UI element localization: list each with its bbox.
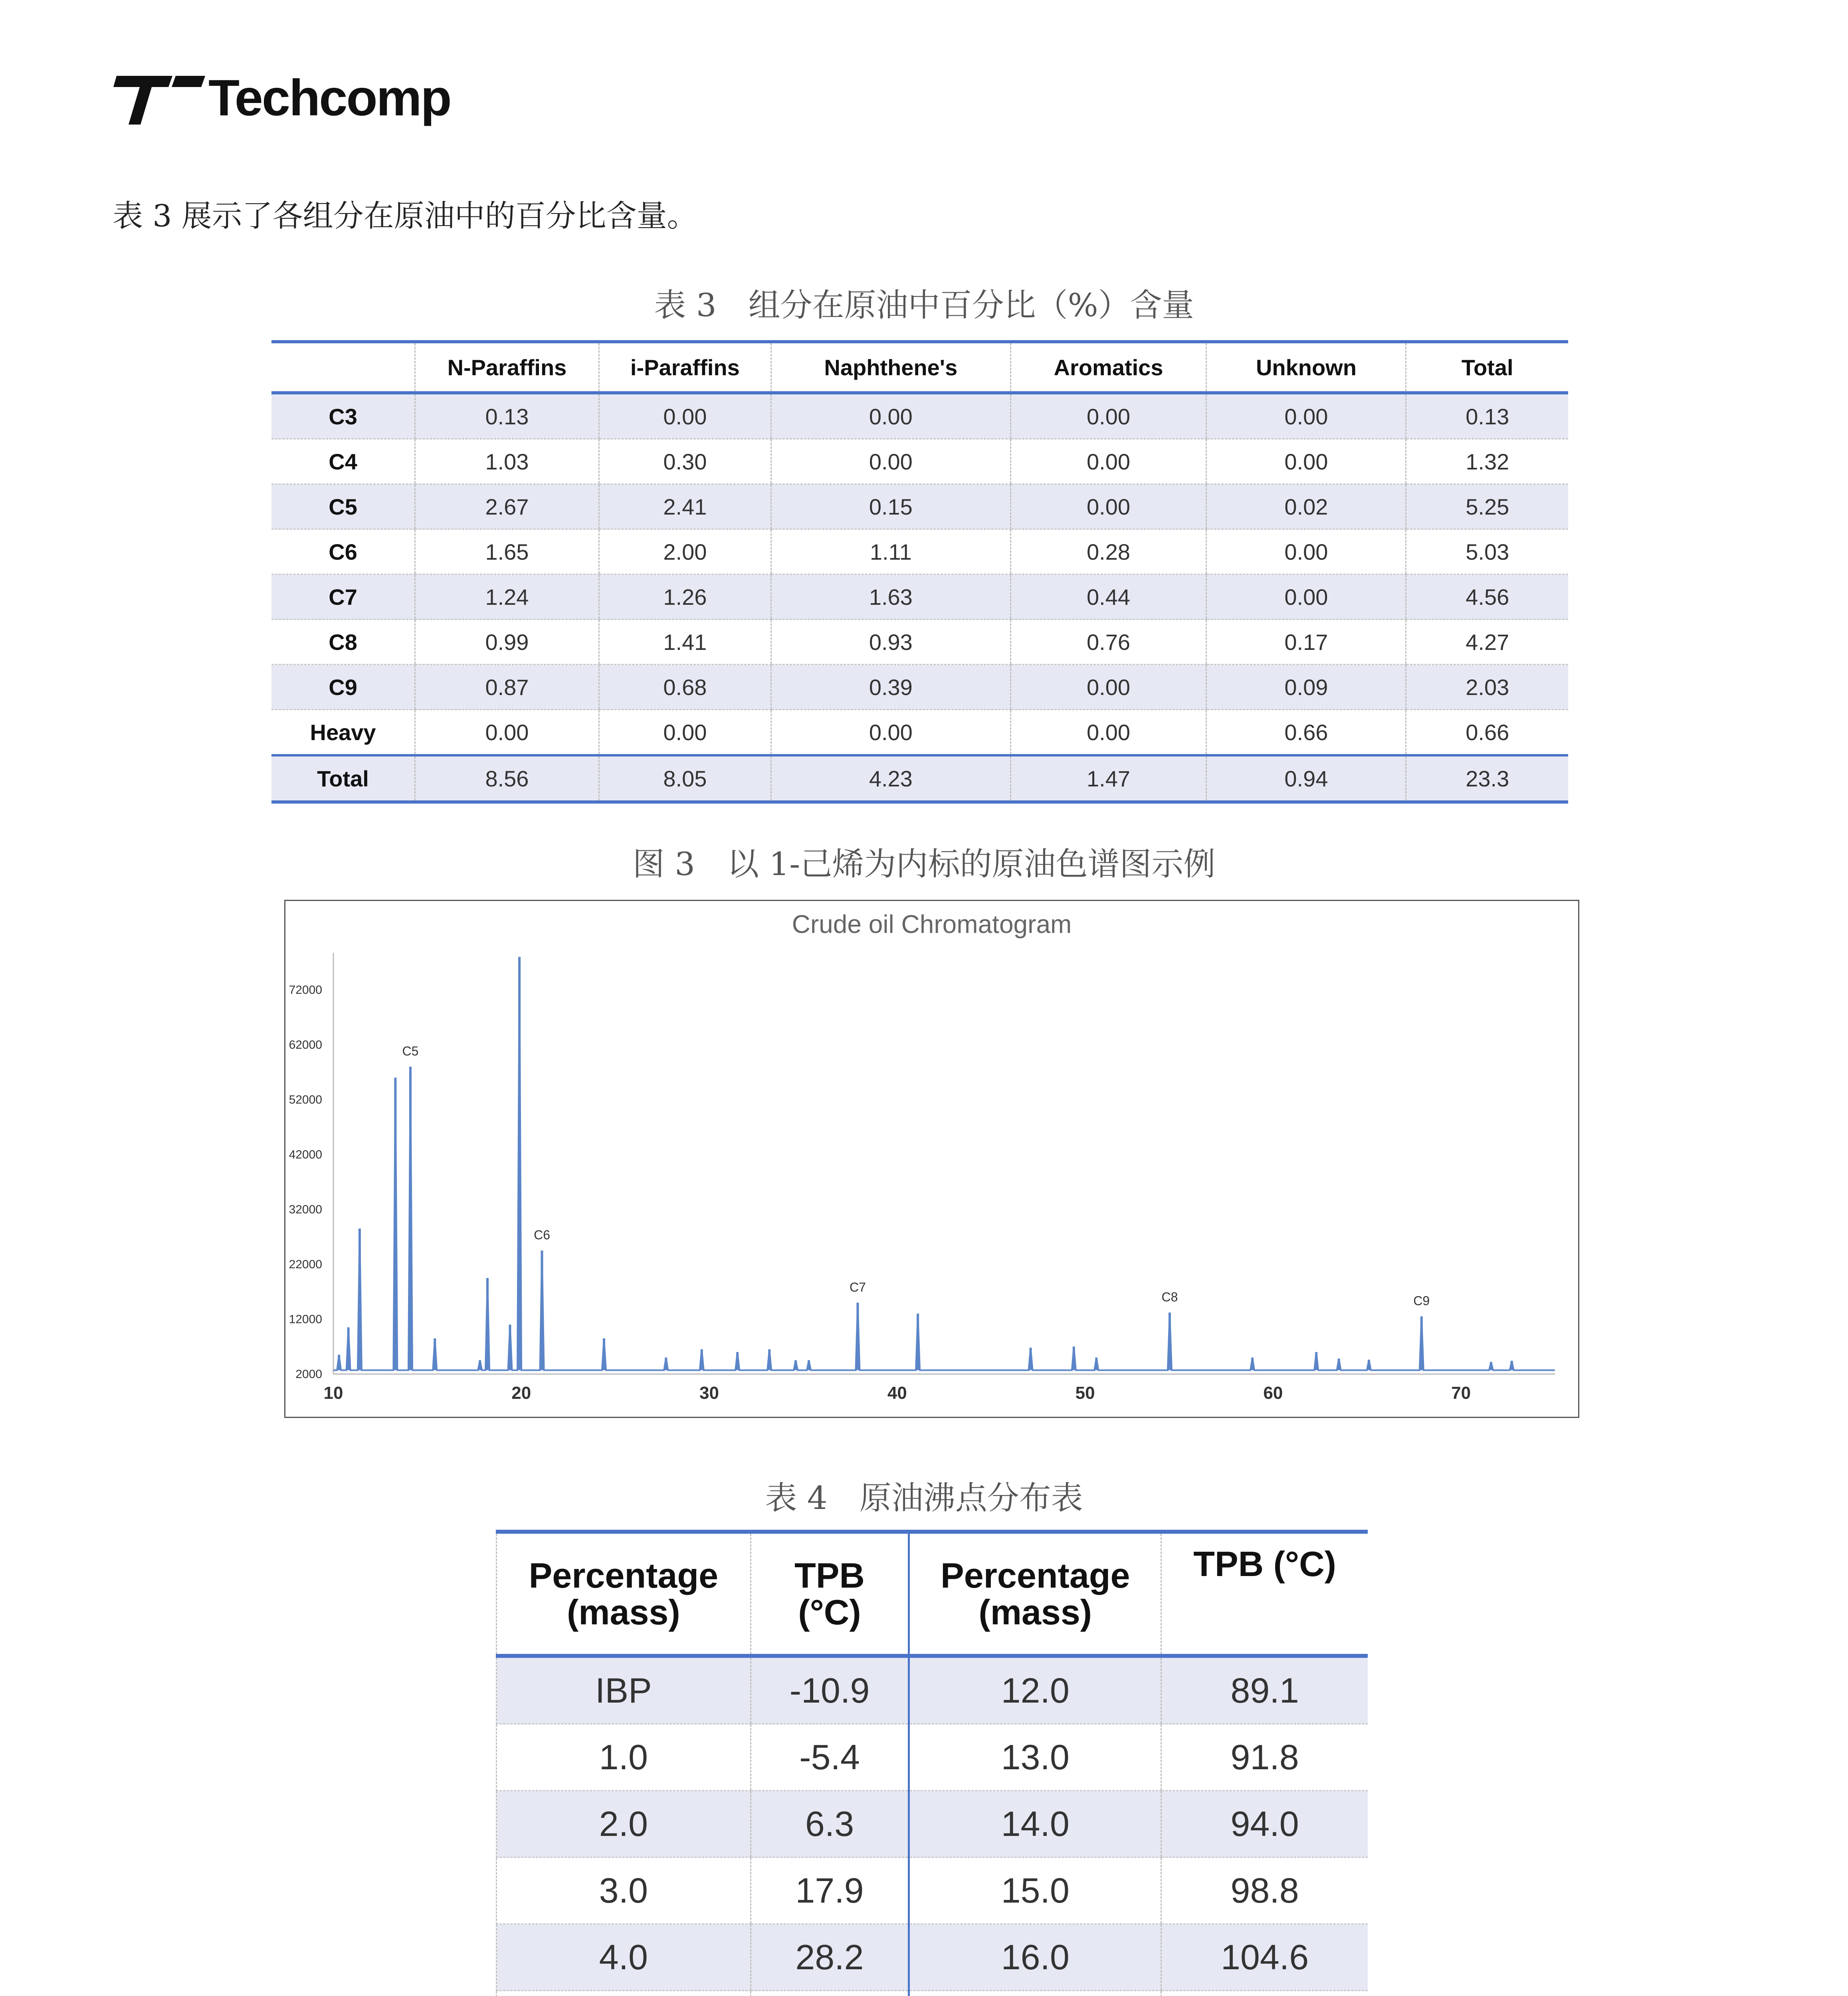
table-cell: 0.39 [771,665,1010,710]
table-row [271,393,1568,439]
table-cell: 17.9 [751,1857,909,1924]
table-cell: 0.13 [1406,393,1568,439]
table-row [271,620,1568,665]
chromatogram-trace [333,957,1555,1370]
table-row [271,665,1568,710]
table-cell: 0.15 [771,484,1010,529]
y-tick-label: 12000 [289,1313,322,1326]
y-tick-label: 52000 [289,1093,322,1107]
table-cell: 23.3 [1406,755,1568,802]
header-line: Percentage [529,1555,719,1595]
table-cell: 6.3 [751,1791,909,1857]
table-cell: 0.00 [1010,710,1206,756]
peak-label: C8 [1161,1290,1178,1304]
table-cell: -10.9 [751,1656,909,1724]
table-row [497,1656,1368,1724]
table-cell: 16.0 [909,1924,1161,1991]
header-line: (°C) [798,1592,861,1632]
x-tick-label: 20 [511,1383,531,1403]
table-cell: 3.0 [497,1857,751,1924]
table-cell: 0.30 [599,439,771,484]
table3-header-cell: Naphthene's [771,342,1010,393]
table-row [497,1857,1368,1924]
table-row [271,439,1568,484]
table-cell: 1.11 [771,529,1010,574]
table-row [271,574,1568,620]
table-row [271,755,1568,802]
table-cell: 4.56 [1406,574,1568,620]
table-cell: 0.00 [1206,439,1406,484]
table-cell: 1.63 [771,574,1010,620]
peak-label: C9 [1413,1293,1430,1308]
x-tick-label: 40 [887,1383,907,1403]
table-cell: 0.00 [1010,484,1206,529]
table-cell: 0.00 [1010,393,1206,439]
table-cell: 13.0 [909,1724,1161,1791]
row-label: Total [271,755,415,802]
table-cell: 0.17 [1206,620,1406,665]
table3-header-cell: N-Paraffins [415,342,599,393]
table-row [497,1791,1368,1857]
table-cell: 0.00 [1206,393,1406,439]
table-cell: 12.0 [909,1656,1161,1724]
table-cell [1161,1991,1368,1996]
y-tick-label: 42000 [289,1148,322,1161]
table-cell: 8.05 [599,755,771,802]
table-cell: 28.2 [751,1924,909,1991]
table-cell: 5.25 [1406,484,1568,529]
table-row [271,529,1568,574]
table-cell: 5.03 [1406,529,1568,574]
table-row [271,710,1568,756]
table-cell: 2.67 [415,484,599,529]
table-cell: 0.00 [1206,529,1406,574]
table-cell: 0.66 [1406,710,1568,756]
table-cell: 1.0 [497,1724,751,1791]
table-cell: 4.0 [497,1924,751,1991]
header-line: (mass) [978,1592,1092,1632]
chromatogram-chart [284,900,1579,1418]
table-cell: 98.8 [1161,1857,1368,1924]
x-tick-label: 70 [1451,1383,1471,1403]
table3-header-cell: Unknown [1206,342,1406,393]
table-cell: 4.23 [771,755,1010,802]
chromatogram-svg [285,901,1578,1417]
table-cell: 0.09 [1206,665,1406,710]
intro-text: 表 3 展示了各组分在原油中的百分比含量。 [113,198,697,234]
table-row [497,1991,1368,1996]
table-cell: 1.03 [415,439,599,484]
table-cell: 0.00 [1010,665,1206,710]
x-tick-label: 30 [699,1383,719,1403]
table-cell: 0.00 [599,393,771,439]
table-cell: 1.24 [415,574,599,620]
table-row [271,484,1568,529]
techcomp-logo-icon [113,68,208,128]
peak-label: C7 [849,1280,866,1295]
row-label: C3 [271,393,415,439]
x-tick-label: 50 [1075,1383,1095,1403]
table4-header-cell [751,1532,909,1656]
table3-header-cell: Total [1406,342,1568,393]
table-cell: 1.65 [415,529,599,574]
table-cell: 0.00 [771,439,1010,484]
table-cell: 89.1 [1161,1656,1368,1724]
table-cell: IBP [497,1656,751,1724]
peak-label: C6 [534,1228,551,1242]
table4-header-cell [1161,1532,1368,1656]
table-cell: 104.6 [1161,1924,1368,1991]
table-cell: 15.0 [909,1857,1161,1924]
x-tick-label: 60 [1263,1383,1283,1403]
table-cell [909,1991,1161,1996]
header-line: (mass) [566,1592,680,1632]
techcomp-logo [113,68,451,128]
table-cell [497,1991,751,1996]
table-cell: 0.00 [415,710,599,756]
table-cell: 0.28 [1010,529,1206,574]
table3-header-cell: Aromatics [1010,342,1206,393]
table-cell: 91.8 [1161,1724,1368,1791]
table-cell: -5.4 [751,1724,909,1791]
table3-header-cell: i-Paraffins [599,342,771,393]
table-cell: 2.03 [1406,665,1568,710]
table4-header-cell [497,1532,751,1656]
table-cell: 2.41 [599,484,771,529]
x-tick-label: 10 [323,1383,343,1403]
row-label: C5 [271,484,415,529]
table-cell: 0.00 [771,710,1010,756]
table4 [496,1530,1368,1996]
table-cell [751,1991,909,1996]
table-row [497,1724,1368,1791]
chart-title: Crude oil Chromatogram [792,910,1072,939]
table-cell: 0.00 [771,393,1010,439]
peak-label: C5 [402,1044,419,1058]
table-cell: 0.00 [599,710,771,756]
table4-caption: 表 4 原油沸点分布表 [765,1479,1083,1517]
header-line: TPB [794,1555,865,1595]
brand-name: Techcomp [208,69,451,127]
y-tick-label: 32000 [289,1203,322,1216]
table-cell: 94.0 [1161,1791,1368,1857]
table-cell: 1.41 [599,620,771,665]
row-label: C4 [271,439,415,484]
table-cell: 1.32 [1406,439,1568,484]
table-cell: 1.47 [1010,755,1206,802]
table-cell: 0.13 [415,393,599,439]
table-cell: 0.68 [599,665,771,710]
table3-header-cell [271,342,415,393]
table-cell: 0.76 [1010,620,1206,665]
row-label: C9 [271,665,415,710]
header-line: Percentage [941,1555,1130,1595]
table-cell: 0.00 [1206,574,1406,620]
row-label: Heavy [271,710,415,756]
table-cell: 0.00 [1010,439,1206,484]
table-cell: 0.99 [415,620,599,665]
row-label: C6 [271,529,415,574]
table-cell: 0.44 [1010,574,1206,620]
table-cell: 2.0 [497,1791,751,1857]
figure3-caption: 图 3 以 1-己烯为内标的原油色谱图示例 [632,846,1216,883]
table-row [497,1924,1368,1991]
y-tick-label: 22000 [289,1258,322,1271]
table-cell: 2.00 [599,529,771,574]
table3-caption: 表 3 组分在原油中百分比（%）含量 [654,287,1194,324]
table-cell: 0.94 [1206,755,1406,802]
header-line: TPB (°C) [1193,1544,1336,1584]
y-tick-label: 72000 [289,983,322,997]
table-cell: 0.02 [1206,484,1406,529]
y-tick-label: 62000 [289,1038,322,1051]
table-cell: 1.26 [599,574,771,620]
table-cell: 4.27 [1406,620,1568,665]
table-cell: 14.0 [909,1791,1161,1857]
row-label: C8 [271,620,415,665]
table-cell: 0.66 [1206,710,1406,756]
table-cell: 8.56 [415,755,599,802]
table4-header-cell [909,1532,1161,1656]
table3 [271,340,1568,804]
table-cell: 0.93 [771,620,1010,665]
table-cell: 0.87 [415,665,599,710]
row-label: C7 [271,574,415,620]
y-tick-label: 2000 [295,1368,322,1381]
